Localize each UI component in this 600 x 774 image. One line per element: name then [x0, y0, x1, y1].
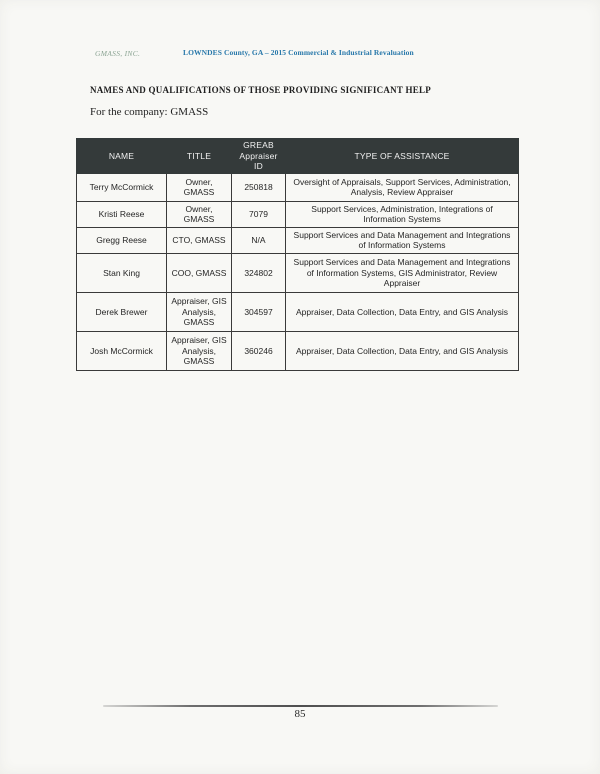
appraiser-id-cell: 360246: [232, 331, 286, 370]
column-header-title: TITLE: [167, 139, 232, 174]
page-number: 85: [294, 708, 306, 720]
assistance-cell: Support Services and Data Management and Integrations of Information Systems, GIS Administrator, Review Appraiser: [286, 253, 519, 292]
qualifications-table: [76, 138, 519, 371]
name-cell: Stan King: [77, 253, 167, 292]
column-header-name: NAME: [77, 139, 167, 174]
appraiser-id-cell: 324802: [232, 253, 286, 292]
title-cell: Appraiser, GIS Analysis, GMASS: [167, 292, 232, 331]
assistance-cell: Appraiser, Data Collection, Data Entry, and GIS Analysis: [286, 331, 519, 370]
assistance-cell: Support Services, Administration, Integrations of Information Systems: [286, 201, 519, 227]
table-row: [77, 201, 519, 227]
table-row: [77, 227, 519, 253]
column-header-appraiser-id: GREAB Appraiser ID: [232, 139, 286, 174]
appraiser-id-cell: 250818: [232, 173, 286, 201]
company-line: For the company: GMASS: [90, 106, 209, 118]
header-company-name: GMASS, INC.: [95, 49, 141, 58]
header-document-title: LOWNDES County, GA – 2015 Commercial & Industrial Revaluation: [183, 48, 414, 57]
section-title: NAMES AND QUALIFICATIONS OF THOSE PROVIDING SIGNIFICANT HELP: [90, 85, 431, 95]
title-cell: Appraiser, GIS Analysis, GMASS: [167, 331, 232, 370]
title-cell: COO, GMASS: [167, 253, 232, 292]
title-cell: CTO, GMASS: [167, 227, 232, 253]
title-cell: Owner, GMASS: [167, 201, 232, 227]
name-cell: Kristi Reese: [77, 201, 167, 227]
appraiser-id-cell: N/A: [232, 227, 286, 253]
appraiser-id-cell: 7079: [232, 201, 286, 227]
table-header-row: [77, 139, 519, 174]
assistance-cell: Appraiser, Data Collection, Data Entry, and GIS Analysis: [286, 292, 519, 331]
name-cell: Derek Brewer: [77, 292, 167, 331]
assistance-cell: Oversight of Appraisals, Support Services, Administration, Analysis, Review Appraiser: [286, 173, 519, 201]
column-header-assistance: TYPE OF ASSISTANCE: [286, 139, 519, 174]
name-cell: Gregg Reese: [77, 227, 167, 253]
name-cell: Terry McCormick: [77, 173, 167, 201]
assistance-cell: Support Services and Data Management and Integrations of Information Systems: [286, 227, 519, 253]
footer-rule: [103, 705, 498, 707]
name-cell: Josh McCormick: [77, 331, 167, 370]
table-row: [77, 253, 519, 292]
table-row: [77, 292, 519, 331]
table-row: [77, 331, 519, 370]
table-row: [77, 173, 519, 201]
appraiser-id-cell: 304597: [232, 292, 286, 331]
title-cell: Owner, GMASS: [167, 173, 232, 201]
